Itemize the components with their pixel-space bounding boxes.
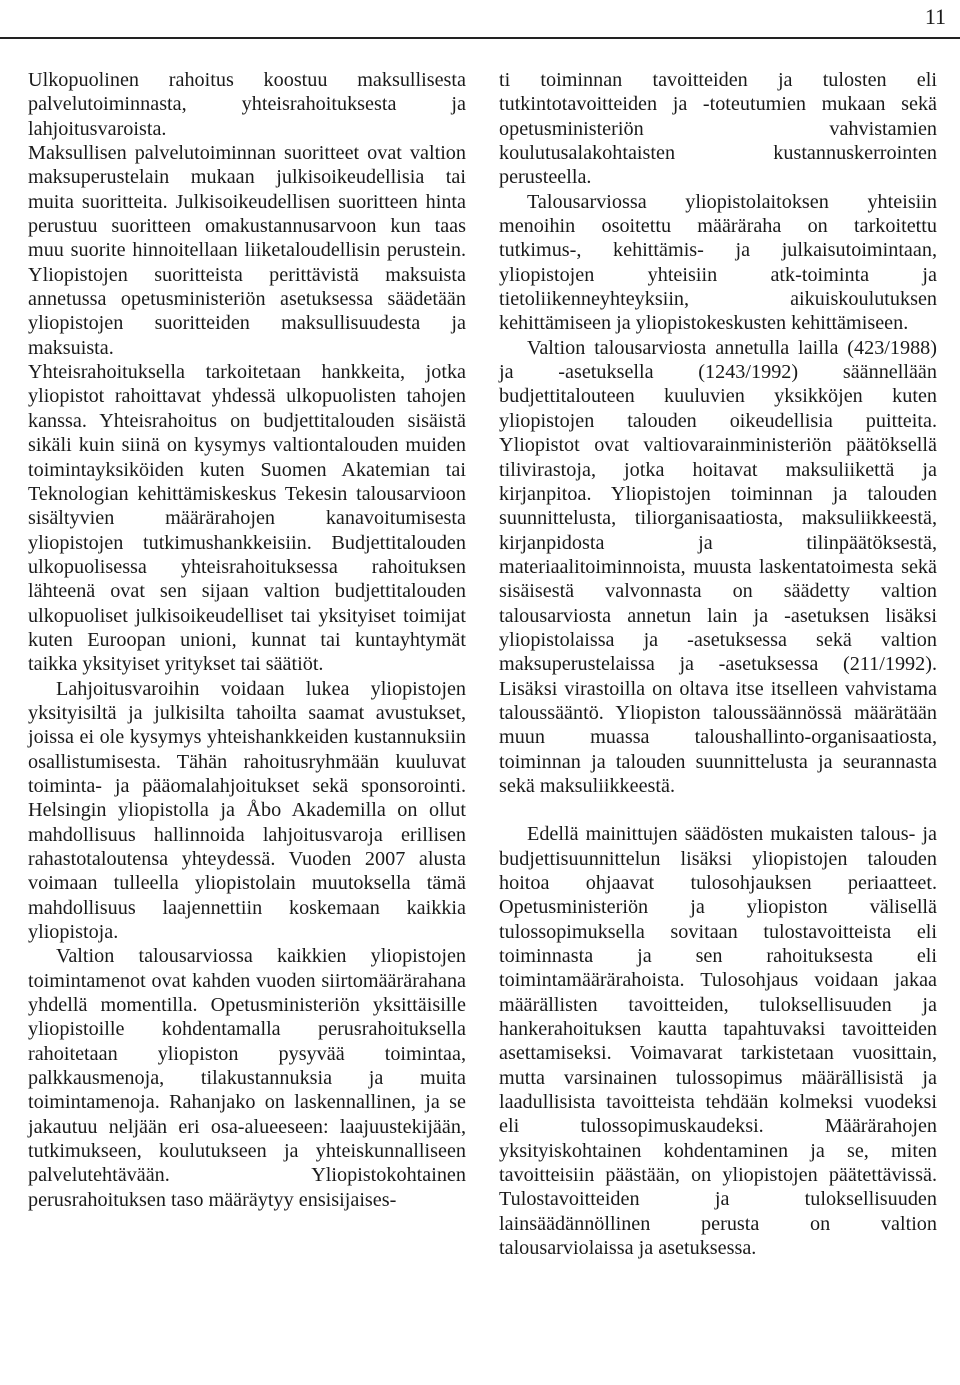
paragraph-continued: ti toiminnan tavoitteiden ja tulosten eli tutkintotavoitteiden ja -toteutumien mukaan sekä opetusministeriön vahvistamien koulutusalakohtaisten kustannuskerrointen perusteella. <box>499 69 937 189</box>
paragraph-chargeable-services: Maksullisen palvelutoiminnan suoritteet ovat valtion maksuperustelain mukaan julkisoikeudellisia tai muita suoritteita. Julkisoikeudellisen suoritteen hinta perustuu suoritteen omakustannusarvoon kun taas muu suorite hinnoitellaan liiketaloudellisin perustein. Yliopistojen suoritteista perittävistä maksuista annetussa opetusministeriön asetuksessa säädetään yliopistojen suoritteiden maksullisuudesta ja maksuista. <box>28 142 466 359</box>
page-number: 11 <box>924 4 946 29</box>
right-column <box>499 68 937 1261</box>
paragraph-state-budget: Valtion talousarviossa kaikkien yliopistojen toimintamenot ovat kahden vuoden siirtomäärärahana yhdellä momentilla. Opetusministeriön yksittäisille yliopistoille kohdentamalla perusrahoituksella rahoitetaan yliopiston pysyvää toimintaa, palkkausmenoja, tilakustannuksia ja muita toimintamenoja. Rahanjako on laskennallinen, ja se jakautuu neljään eri osa-alueeseen: laajuustekijään, tutkimukseen, koulutukseen ja yhteiskunnalliseen palvelutehtävään. Yliopistokohtainen perusrahoituksen taso määräytyy ensisijaises- <box>28 945 466 1211</box>
paragraph-co-funding: Yhteisrahoituksella tarkoitetaan hankkeita, jotka yliopistot rahoittavat yhdessä ulkopuolisten tahojen kanssa. Yhteisrahoitus on budjettitalouden sisäistä sikäli kuin siinä on kysymys valtiontalouden muiden toimintayksiköiden kuten Suomen Akatemian tai Teknologian kehittämiskeskus Tekesin talousarvioon sisältyvien määrärahojen kanavoitumisesta yliopistojen tutkimushankkeisiin. Budjettitalouden ulkopuolisessa yhteisrahoituksessa rahoituksen lähteenä ovat sen sijaan valtion budjettitalouden ulkopuoliset julkisoikeudelliset tai yksityiset toimijat kuten Euroopan unioni, kunnat tai kuntayhtymät taikka yksityiset yritykset tai säätiöt. <box>28 361 466 676</box>
paragraph-legislation: Valtion talousarviosta annetulla lailla (423/1988) ja -asetuksella (1243/1992) säännellään budjettitalouteen kuuluvien yksikköjen kuten yliopistojen talouden oikeudellisia puitteita. Yliopistot ovat valtiovarainministeriön päätöksellä tilivirastoja, jotka hoitavat maksuliikettä ja kirjanpitoa. Yliopistojen toiminnan ja talouden suunnittelusta, tiliorganisaatiosta, maksuliikkeestä, kirjanpidosta ja tilinpäätöksestä, materiaalitoiminnoista, muusta laskentatoimesta sekä sisäisestä valvonnasta on säädetty valtion talousarviosta annetun lain ja -asetuksen lisäksi yliopistolaissa ja -asetuksessa sekä valtion maksuperustelaissa ja -asetuksessa (211/1992). Lisäksi virastoilla on oltava itse itselleen vahvistama taloussääntö. Yliopiston taloussäännössä määrätään muun muassa taloushallinto-organisaatiosta, toiminnan ja talouden suunnittelusta ja seurannasta sekä maksuliikkeestä. <box>499 336 937 797</box>
header-rule <box>0 37 960 39</box>
paragraph-donations: Lahjoitusvaroihin voidaan lukea yliopistojen yksityisiltä ja julkisilta tahoilta saamat avustukset, joissa ei ole kysymys yhteishankkeiden kustannuksiin osallistumisesta. Tähän rahoitusryhmään kuuluvat toiminta- ja pääomalahjoitukset sekä sponsorointi. Helsingin yliopistolla ja Åbo Akademilla on ollut mahdollisuus hallinnoida lahjoitusvaroja erillisen rahastotaloutensa yhteydessä. Vuoden 2007 alusta voimaan tulleella yliopistolain muutoksella tämä mahdollisuus laajennettiin koskemaan kaikkia yliopistoja. <box>28 677 466 944</box>
paragraph-joint-appropriation: Talousarviossa yliopistolaitoksen yhteisiin menoihin osoitettu määräraha on tarkoitettu tutkimus-, kehittämis- ja julkaisutoimintaan, yliopistojen yhteisiin atk-toiminta ja tietoliikenneyhteyksiin, aikuiskoulutuksen kehittämiseen ja yliopistokeskusten kehittämiseen. <box>499 190 937 335</box>
paragraph-external-funding: Ulkopuolinen rahoitus koostuu maksullisesta palvelutoiminnasta, yhteisrahoituksesta ja lahjoitusvaroista. <box>28 69 466 140</box>
paragraph-performance-management: Edellä mainittujen säädösten mukaisten talous- ja budjettisuunnittelun lisäksi yliopistojen talouden hoitoa ohjaavat tulosohjauksen periaatteet. Opetusministeriön ja yliopiston välisellä tulossopimuksella sovitaan tulostavoitteista eli toiminnasta ja sen rahoituksesta eli toimintamäärärahoista. Tulosohjaus voidaan jakaa määrällisten tavoitteiden, tuloksellisuuden ja hankerahoituksen kautta tapahtuvaksi tavoitteiden asettamiseksi. Voimavarat tarkistetaan vuosittain, mutta varsinainen tulossopimus määrällisistä ja laadullisista tavoitteista tehdään kolmeksi vuodeksi eli tulossopimuskaudeksi. Määrärahojen yksityiskohtainen kohdentaminen ja se, miten tavoitteisiin päästään, on yliopistojen päätettävissä. Tulostavoitteiden ja tuloksellisuuden lainsäädännöllinen perusta on valtion talousarviolaissa ja asetuksessa. <box>499 823 937 1260</box>
left-column <box>28 68 466 1212</box>
